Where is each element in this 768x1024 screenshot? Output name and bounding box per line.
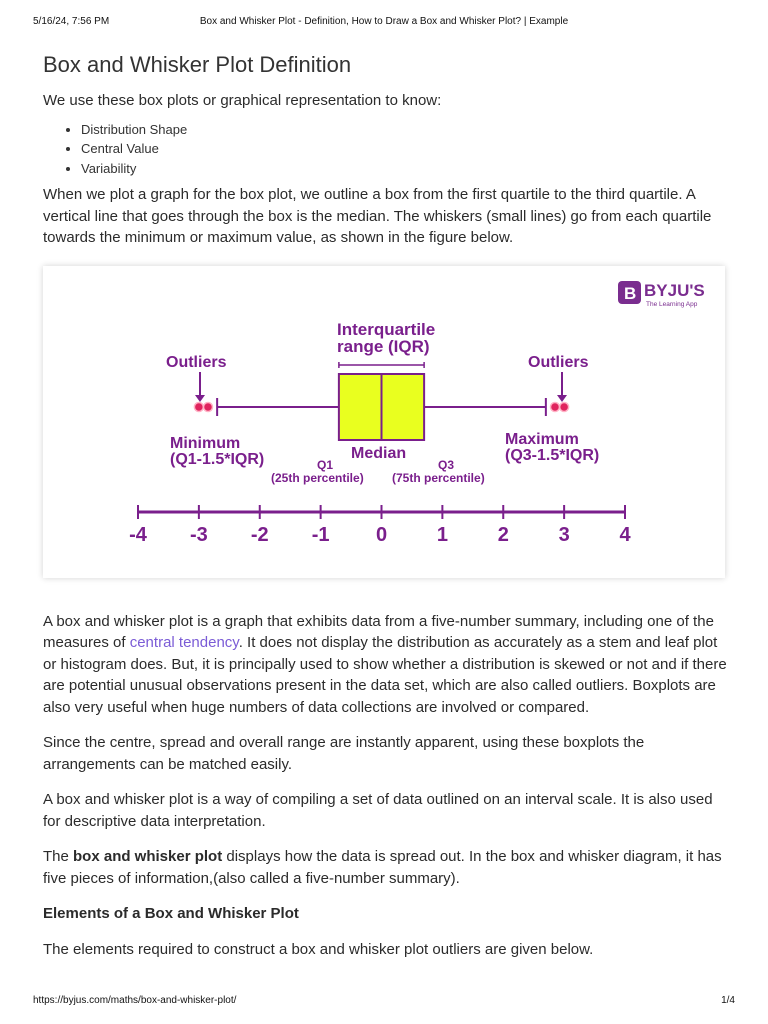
paragraph — [43, 611, 727, 719]
q1-percentile: (25th percentile) — [271, 470, 364, 485]
intro-paragraph: We use these box plots or graphical representation to know: — [43, 92, 442, 109]
byjus-logo — [618, 281, 705, 308]
print-page-number: 1/4 — [721, 995, 735, 1006]
maximum-label: Maximum — [505, 430, 579, 448]
outliers-right-label: Outliers — [528, 353, 589, 371]
section-heading: Elements of a Box and Whisker Plot — [43, 905, 299, 922]
paragraph: Since the centre, spread and overall range are instantly apparent, using these boxplots the arrangements can be matched easily. — [43, 734, 645, 773]
axis-tick-label: 0 — [375, 523, 388, 546]
outlier-arrowhead-right — [557, 395, 567, 402]
outlier-arrowhead-left — [195, 395, 205, 402]
q1-label: Q1 — [317, 457, 334, 472]
maximum-formula: (Q3-1.5*IQR) — [505, 446, 600, 464]
outlier-point — [550, 402, 559, 411]
list-item: • Central Value — [81, 139, 727, 159]
print-page-title: Box and Whisker Plot - Definition, How to Draw a Box and Whisker Plot? | Example — [199, 16, 569, 27]
q3-label: Q3 — [438, 457, 455, 472]
print-footer — [33, 995, 735, 1009]
bullet-list — [43, 120, 727, 179]
logo-letter: B — [624, 283, 637, 303]
paragraph: The elements required to construct a box and whisker plot outliers are given below. — [43, 940, 594, 958]
axis-tick-label: 2 — [497, 523, 509, 546]
paragraph-text: . It does not display the distribution as accurately as a stem and leaf plot or histogram does. But, it is principally used to show whether a distribution is skewed or not and if there are potential unusual observations present in the data set, which are also called outliers. Boxplots are also very useful when huge numbers of data collections are involved or compared. — [43, 634, 727, 716]
axis-tick-label: 1 — [436, 523, 448, 546]
list-item: • Variability — [81, 159, 727, 179]
axis-tick-label: 4 — [619, 523, 631, 546]
q3-percentile: (75th percentile) — [392, 470, 485, 485]
logo-tagline: The Learning App — [646, 300, 698, 308]
paragraph: When we plot a graph for the box plot, we outline a box from the first quartile to the third quartile. A vertical line that goes through the box is the median. The whiskers (small lines) go from each quartile towards the minimum or maximum value, as shown in the figure below. — [43, 186, 712, 246]
iqr-label-line1: Interquartile — [337, 319, 436, 339]
bold-term: box and whisker plot — [73, 848, 223, 865]
iqr-label-line2: range (IQR) — [337, 336, 430, 356]
paragraph-text: The — [43, 848, 74, 865]
page-title: Box and Whisker Plot Definition — [43, 52, 352, 77]
logo-text: BYJU'S — [644, 280, 705, 300]
paragraph — [43, 846, 727, 889]
central-tendency-link[interactable]: central tendency — [129, 634, 239, 651]
outlier-point — [560, 402, 569, 411]
list-item: • Distribution Shape — [81, 120, 727, 140]
minimum-formula: (Q1-1.5*IQR) — [170, 450, 265, 468]
print-date: 5/16/24, 7:56 PM — [33, 16, 110, 27]
minimum-label: Minimum — [170, 434, 241, 452]
median-label: Median — [351, 444, 407, 462]
axis-tick-label: -2 — [250, 523, 269, 546]
paragraph: A box and whisker plot is a way of compiling a set of data outlined on an interval scale. It is also used for descriptive data interpretation. — [43, 791, 713, 830]
paragraph-text: A box and whisker plot is a graph that exhibits data from a five-number summary, including one of the measures of — [43, 612, 714, 651]
article — [43, 50, 727, 960]
outlier-point — [194, 402, 203, 411]
axis-tick-label: -3 — [189, 523, 208, 546]
box-plot-svg — [43, 266, 725, 578]
axis-tick-label: -1 — [311, 523, 330, 546]
paragraph-text: displays how the data is spread out. In the box and whisker diagram, it has five pieces of information,(also called a five-number summary). — [43, 848, 722, 887]
axis-tick-label: -4 — [129, 523, 147, 546]
box-plot-figure — [43, 266, 725, 578]
print-url: https://byjus.com/maths/box-and-whisker-plot/ — [33, 995, 237, 1006]
axis-tick-label: 3 — [558, 523, 570, 546]
print-header — [33, 16, 735, 30]
outliers-left-label: Outliers — [166, 353, 227, 371]
outlier-point — [204, 402, 213, 411]
